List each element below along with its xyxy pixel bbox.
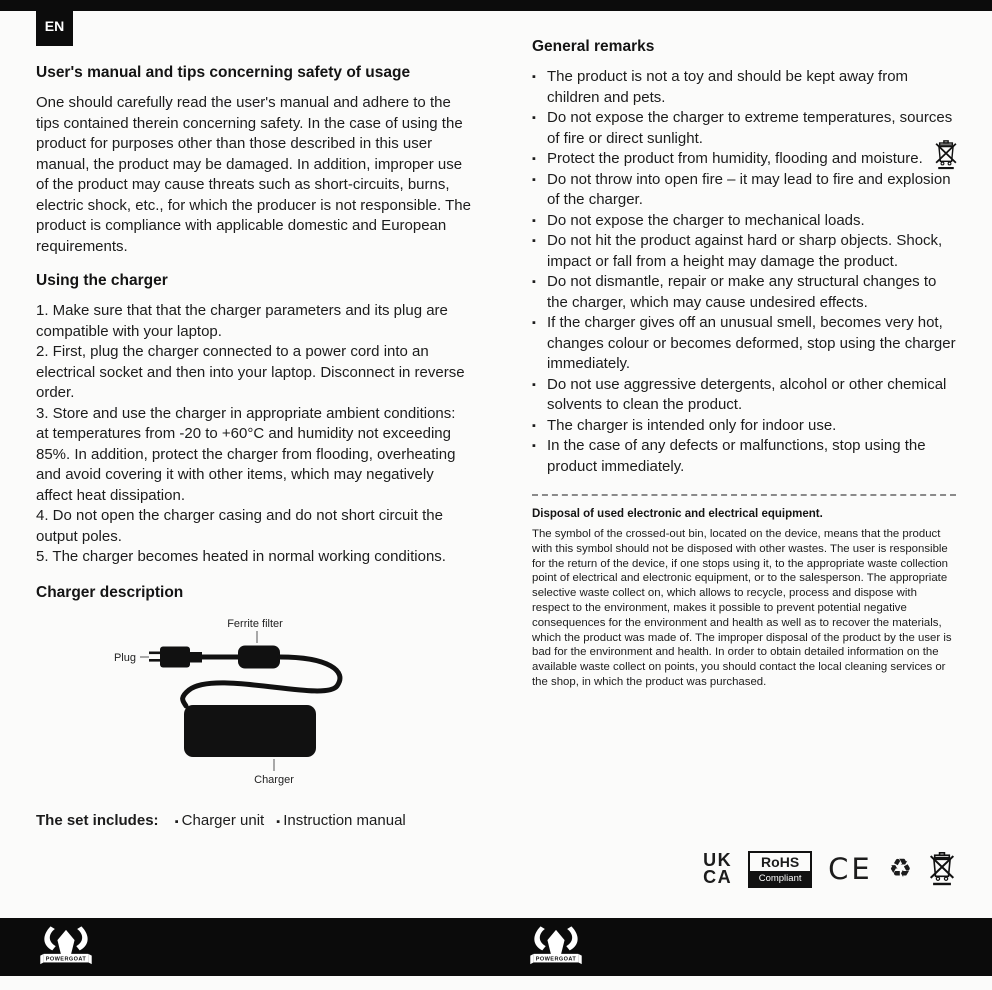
charger-diagram xyxy=(36,613,472,793)
step-item: 1. Make sure that that the charger parameters and its plug are compatible with your laptop. xyxy=(36,302,448,340)
ukca-mark xyxy=(703,852,732,886)
set-includes-items xyxy=(163,812,406,829)
charger-body-icon xyxy=(184,705,316,757)
general-remarks-list xyxy=(532,67,956,477)
rohs-mark xyxy=(748,851,812,888)
step-item: 5. The charger becomes heated in normal working conditions. xyxy=(36,548,446,565)
plug-label: Plug xyxy=(113,651,136,664)
remark-item: ▪ If the charger gives off an unusual smell, becomes very hot, changes colour or becomes deformed, stop using the charger immediately. xyxy=(532,313,956,375)
ferrite-filter-icon xyxy=(238,645,280,668)
powergoat-wordmark: POWERGOAT xyxy=(535,956,577,963)
using-steps-list xyxy=(36,301,472,568)
compliance-marks-row xyxy=(532,846,956,892)
remark-item: ▪ Do not dismantle, repair or make any structural changes to the charger, which may cause undesired effects. xyxy=(532,272,956,313)
step-item: 2. First, plug the charger connected to a power cord into an electrical socket and then into your laptop. Disconnect in reverse order. xyxy=(36,343,465,401)
remark-item: ▪ The product is not a toy and should be kept away from children and pets. xyxy=(532,67,956,108)
weee-bin-icon xyxy=(928,852,956,886)
cord-segment xyxy=(202,654,238,659)
charger-description-heading: Charger description xyxy=(36,583,184,601)
usage-paragraph: One should carefully read the user's manual and adhere to the tips contained therein concerning safety. In the case of using the product for purposes other than those described in this user manual, the product may be damaged. In addition, improper use of the product may cause threats such as short-circuits, burns, electric shock, etc., for which the producer is not responsible. The product is compliance with applicable domestic and European requirements. xyxy=(36,94,471,255)
remark-item: ▪ Do not hit the product against hard or sharp objects. Shock, impact or fall from a height may damage the product. xyxy=(532,231,956,272)
set-includes-label: The set includes: xyxy=(36,811,159,829)
disposal-heading: Disposal of used electronic and electrical equipment. xyxy=(532,508,823,520)
remark-item: ▪ Do not expose the charger to mechanical loads. xyxy=(532,211,956,232)
plug-icon xyxy=(149,646,202,667)
ukca-ca: CA xyxy=(703,867,733,887)
set-includes-item: ▪ Instruction manual xyxy=(276,812,406,829)
powergoat-logo xyxy=(528,923,584,971)
top-black-strip xyxy=(0,0,992,11)
set-includes-item: ▪ Charger unit xyxy=(175,812,265,829)
remark-item: ▪ Do not throw into open fire – it may lead to fire and explosion of the charger. xyxy=(532,170,956,211)
disposal-paragraph: The symbol of the crossed-out bin, located on the device, means that the product with this symbol should not be disposed with other wastes. The user is responsible for the return of the device, if one stops using it, to the appropriate waste collection point of electrical and electronic equipment, or to the salesperson. The appropriate selective waste collect on, which allows to recycle, process and dispose with respect to the environment, makes it possible to prevent potential negative consequences for the environment and health as well as to recover the materials, which the product was made of. The improper disposal of the product by the user is bad for the environment and health. In order to obtain detailed information on the available waste collect on points, you should contact the local cleaning services or the shop, in which the product was purchased. xyxy=(532,528,952,688)
powergoat-logo xyxy=(38,923,94,971)
remark-item: ▪ Do not use aggressive detergents, alcohol or other chemical solvents to clean the product. xyxy=(532,375,956,416)
step-item: 3. Store and use the charger in appropriate ambient conditions: at temperatures from -20 to +60°C and humidity not exceeding 85%. In addition, protect the charger from flooding, overheating and avoid covering it with other items, which may negatively affect heat dissipation. xyxy=(36,404,456,504)
ce-mark: CE xyxy=(828,852,873,886)
general-remarks-heading: General remarks xyxy=(532,38,655,55)
recycling-icon: ♻ xyxy=(888,854,912,884)
right-column xyxy=(532,38,956,690)
remark-item: ▪ The charger is intended only for indoor use. xyxy=(532,416,956,437)
set-includes-row xyxy=(36,812,472,829)
remark-item: ▪ In the case of any defects or malfunctions, stop using the product immediately. xyxy=(532,436,956,477)
rohs-title: RoHS xyxy=(761,853,800,870)
remark-item: ▪ Protect the product from humidity, flooding and moisture. xyxy=(532,149,956,170)
footer-brand-band xyxy=(0,918,992,976)
ferrite-filter-label: Ferrite filter xyxy=(227,617,283,630)
language-badge: EN xyxy=(36,5,73,46)
remark-item: ▪ Do not expose the charger to extreme temperatures, sources of fire or direct sunlight. xyxy=(532,108,956,149)
weee-bin-icon-small xyxy=(934,140,958,170)
dashed-separator xyxy=(532,494,956,496)
using-charger-heading: Using the charger xyxy=(36,272,168,289)
left-column xyxy=(36,64,472,829)
powergoat-wordmark: POWERGOAT xyxy=(45,956,87,963)
ukca-uk: UK xyxy=(703,850,733,870)
usage-heading: User's manual and tips concerning safety of usage xyxy=(36,64,411,81)
rohs-compliant-bar: Compliant xyxy=(750,871,810,886)
step-item: 4. Do not open the charger casing and do not short circuit the output poles. xyxy=(36,507,443,545)
charger-label: Charger xyxy=(254,773,294,786)
